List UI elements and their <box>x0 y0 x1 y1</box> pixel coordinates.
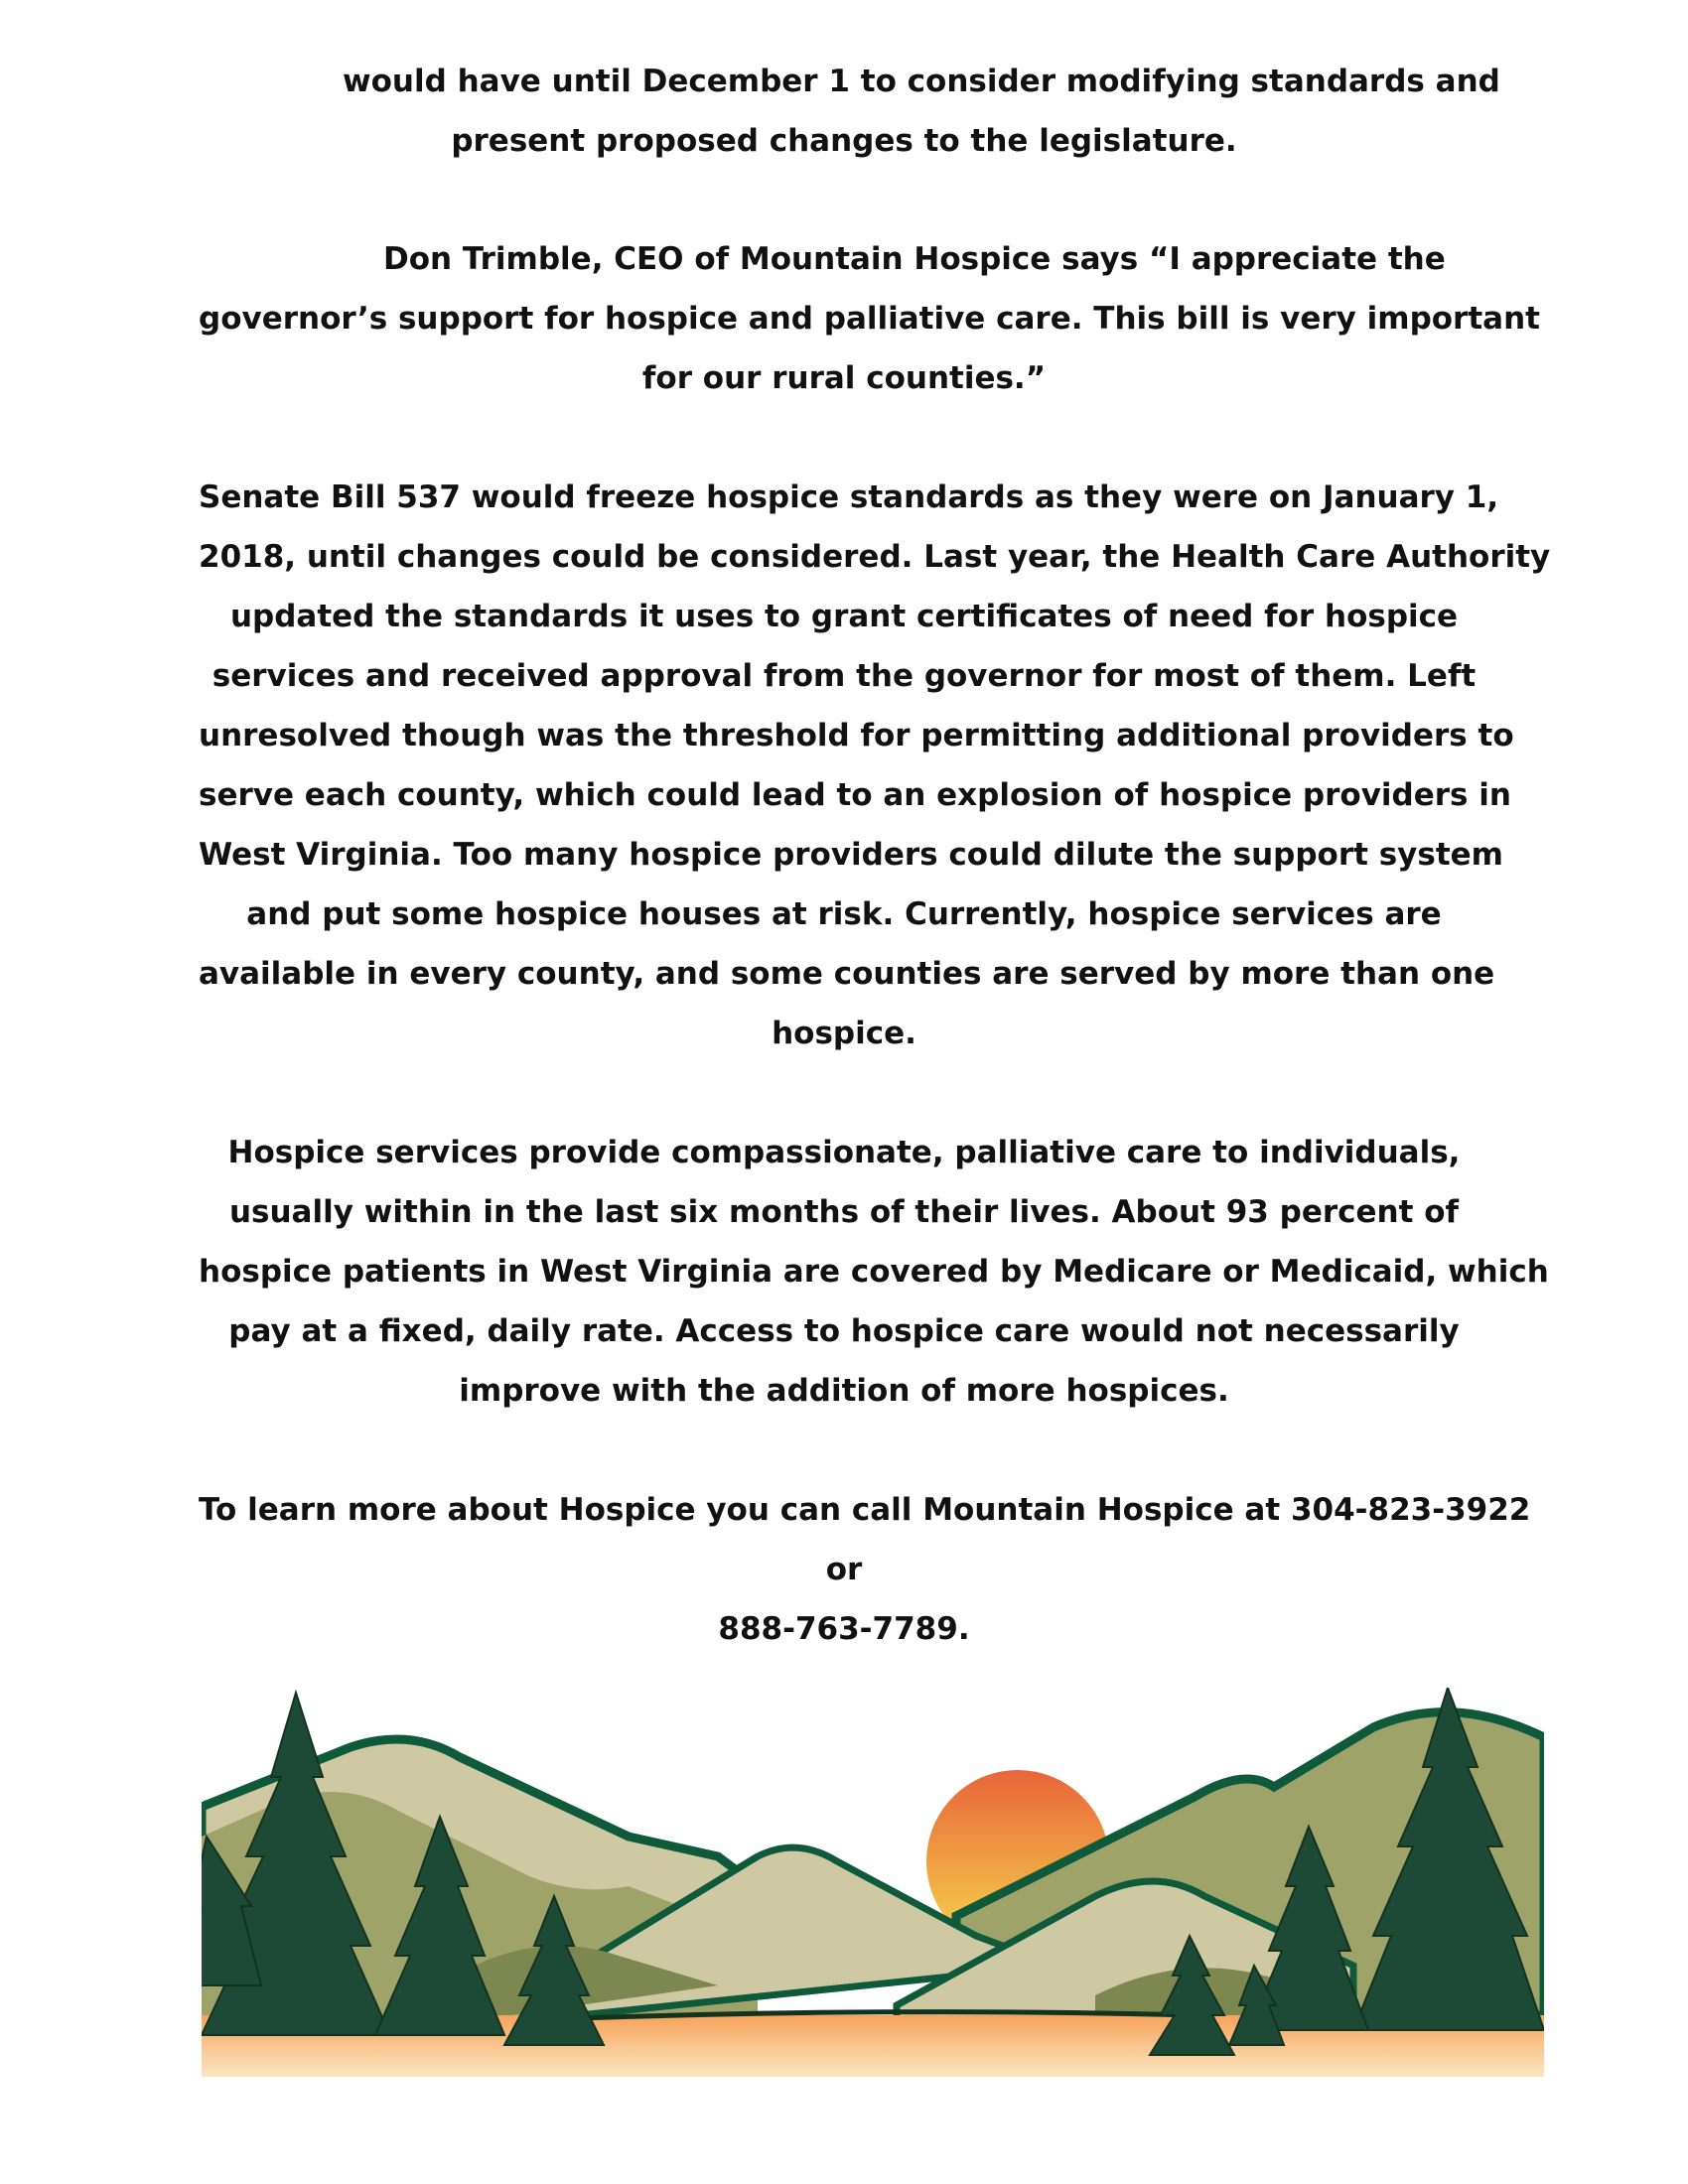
text-line: or <box>825 1552 863 1587</box>
text-line: for our rural counties.” <box>641 360 1047 396</box>
text-line: Don Trimble, CEO of Mountain Hospice says “I appreciate the <box>383 241 1446 277</box>
contact-paragraph <box>199 1480 1531 1659</box>
text-line: hospice. <box>772 1016 916 1051</box>
text-line: present proposed changes to the legislature. <box>451 123 1237 159</box>
text-line: Hospice services provide compassionate, palliative care to individuals, <box>227 1135 1461 1170</box>
text-line: 2018, until changes could be considered. Last year, the Health Care Authority <box>199 539 1551 575</box>
paragraph-continuation <box>199 52 1500 171</box>
senate-bill-paragraph <box>199 468 1551 1063</box>
text-line: services and received approval from the governor for most of them. Left <box>211 658 1477 694</box>
text-line: available in every county, and some counties are served by more than one <box>199 956 1495 992</box>
text-line: To learn more about Hospice you can call Mountain Hospice at 304-823-3922 <box>199 1492 1531 1528</box>
text-line: updated the standards it uses to grant certificates of need for hospice <box>229 599 1459 634</box>
text-line: improve with the addition of more hospices. <box>459 1373 1229 1409</box>
text-line: Senate Bill 537 would freeze hospice standards as they were on January 1, <box>199 479 1499 515</box>
text-line: pay at a fixed, daily rate. Access to hospice care would not necessarily <box>228 1313 1460 1349</box>
text-line: governor’s support for hospice and palliative care. This bill is very important <box>199 301 1540 337</box>
text-line: West Virginia. Too many hospice providers could dilute the support system <box>199 837 1503 873</box>
text-line: usually within in the last six months of their lives. About 93 percent of <box>228 1194 1460 1230</box>
services-paragraph <box>199 1123 1549 1421</box>
text-line: and put some hospice houses at risk. Currently, hospice services are <box>246 896 1442 932</box>
text-line: 888-763-7789. <box>718 1611 970 1647</box>
text-line: hospice patients in West Virginia are covered by Medicare or Medicaid, which <box>199 1254 1549 1290</box>
quote-paragraph <box>199 229 1540 408</box>
text-line: would have until December 1 to consider modifying standards and <box>343 64 1500 99</box>
mountain-sunset-illustration <box>202 1688 1544 2077</box>
text-line: serve each county, which could lead to an explosion of hospice providers in <box>199 777 1511 813</box>
text-line: unresolved though was the threshold for permitting additional providers to <box>199 718 1514 753</box>
